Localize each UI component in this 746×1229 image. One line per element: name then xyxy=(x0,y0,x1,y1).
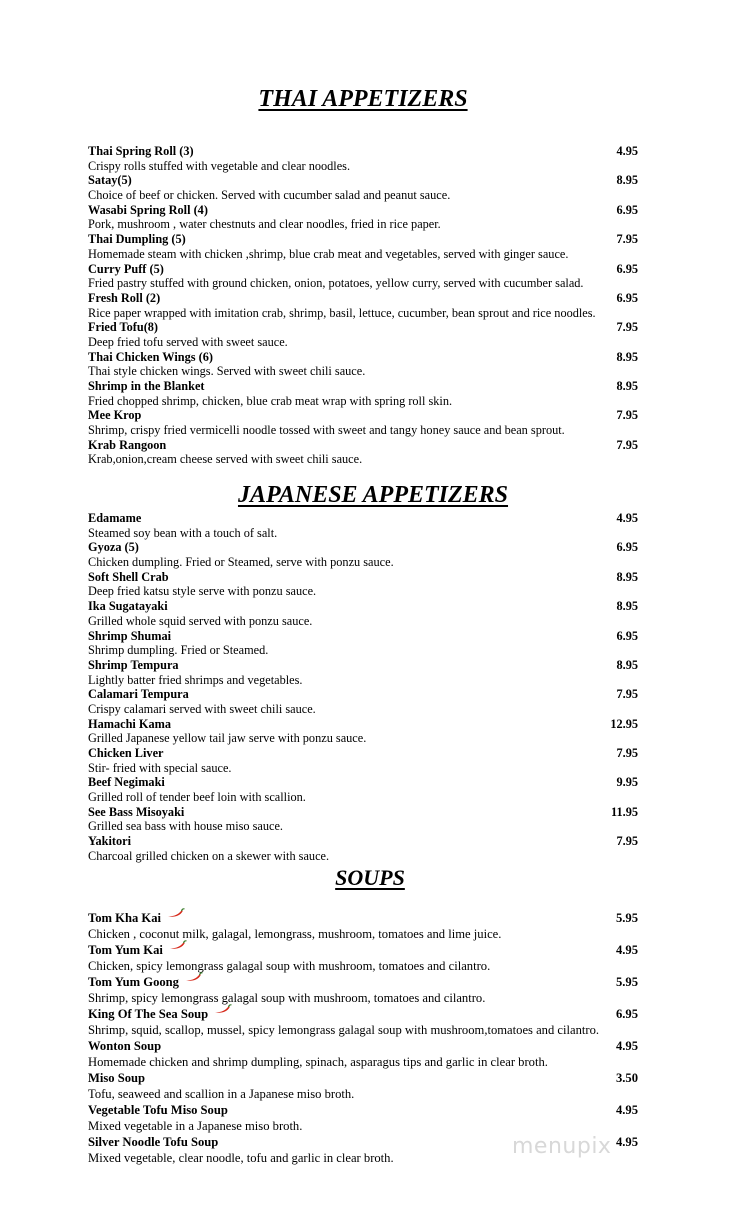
japanese-menu-item xyxy=(88,599,648,628)
item-description: Thai style chicken wings. Served with sweet chili sauce. xyxy=(88,364,366,379)
item-price: 4.95 xyxy=(616,144,638,158)
chili-pepper-icon xyxy=(167,908,185,918)
item-name-text: Curry Puff (5) xyxy=(88,261,164,276)
item-price: 8.95 xyxy=(616,349,638,364)
item-name xyxy=(88,1103,648,1119)
item-name xyxy=(88,1007,648,1023)
chili-pepper-icon xyxy=(214,1004,232,1014)
item-price: 3.50 xyxy=(615,1071,638,1085)
item-price: 8.95 xyxy=(616,569,638,584)
japanese-menu-item xyxy=(88,658,648,687)
item-name xyxy=(88,775,648,790)
item-name xyxy=(88,291,648,306)
item-description: Mixed vegetable in a Japanese miso broth. xyxy=(88,1119,303,1133)
item-name-text: Calamari Tempura xyxy=(88,687,189,702)
item-name xyxy=(88,1071,648,1087)
item-name-text: Shrimp in the Blanket xyxy=(88,379,205,393)
item-price: 5.95 xyxy=(615,911,638,925)
item-name-text: Thai Dumpling (5) xyxy=(88,232,186,247)
item-description: Charcoal grilled chicken on a skewer with sauce. xyxy=(88,848,330,863)
japanese-menu-item xyxy=(88,717,648,746)
japanese-menu-item xyxy=(88,805,648,834)
item-name-text: Shrimp Shumai xyxy=(88,628,172,643)
thai-menu-item xyxy=(88,291,648,320)
item-name-text: Mee Krop xyxy=(88,408,142,423)
item-name xyxy=(88,144,648,159)
item-name xyxy=(88,203,648,218)
item-description: Grilled Japanese yellow tail jaw serve with ponzu sauce. xyxy=(88,731,367,746)
item-name xyxy=(88,746,648,761)
item-price: 6.95 xyxy=(615,1007,638,1021)
item-name xyxy=(88,911,648,927)
item-price: 11.95 xyxy=(611,804,638,819)
item-description: Stir- fried with special sauce. xyxy=(88,760,232,775)
item-name xyxy=(88,511,648,526)
item-price: 8.95 xyxy=(616,657,638,672)
item-name-text: King Of The Sea Soup xyxy=(88,1007,209,1021)
item-description: Homemade chicken and shrimp dumpling, spinach, asparagus tips and garlic in clear broth. xyxy=(88,1055,548,1069)
item-name-text: Tom Yum Goong xyxy=(88,975,179,989)
item-description: Shrimp, spicy lemongrass galagal soup with mushroom, tomatoes and cilantro. xyxy=(88,991,486,1005)
soups-list xyxy=(88,911,648,1167)
thai-appetizers-heading: THAI APPETIZERS xyxy=(258,86,468,112)
japanese-menu-item xyxy=(88,629,648,658)
japanese-menu-item xyxy=(88,570,648,599)
menupix-watermark: menupix xyxy=(512,1134,612,1159)
item-description: Crispy rolls stuffed with vegetable and clear noodles. xyxy=(88,158,351,173)
item-name xyxy=(88,438,648,453)
item-name-text: Vegetable Tofu Miso Soup xyxy=(88,1103,228,1117)
item-description: Shrimp, squid, scallop, mussel, spicy lemongrass galagal soup with mushroom,tomatoes and cilantro. xyxy=(88,1023,600,1037)
item-name-text: Shrimp Tempura xyxy=(88,657,179,672)
item-price: 4.95 xyxy=(615,1135,638,1149)
item-price: 4.95 xyxy=(615,1103,638,1117)
item-description: Mixed vegetable, clear noodle, tofu and garlic in clear broth. xyxy=(88,1151,394,1165)
item-name xyxy=(88,687,648,702)
item-name xyxy=(88,943,648,959)
soup-menu-item xyxy=(88,1071,648,1103)
item-description: Homemade steam with chicken ,shrimp, blue crab meat and vegetables, served with ginger sauce. xyxy=(88,246,569,261)
item-price: 7.95 xyxy=(616,687,638,702)
item-name xyxy=(88,379,648,394)
item-name-text: Wasabi Spring Roll (4) xyxy=(88,202,208,217)
item-name-text: Chicken Liver xyxy=(88,746,164,760)
item-description: Chicken dumpling. Fried or Steamed, serve with ponzu sauce. xyxy=(88,555,394,570)
item-name xyxy=(88,834,648,849)
item-name-text: Fried Tofu(8) xyxy=(88,320,159,335)
item-name xyxy=(88,232,648,247)
item-name xyxy=(88,262,648,277)
item-description: Krab,onion,cream cheese served with sweet chili sauce. xyxy=(88,452,363,467)
thai-menu-item xyxy=(88,144,648,173)
thai-menu-item xyxy=(88,408,648,437)
item-name-text: Yakitori xyxy=(88,834,132,849)
soup-menu-item xyxy=(88,975,648,1007)
item-description: Shrimp dumpling. Fried or Steamed. xyxy=(88,643,269,658)
chili-pepper-icon xyxy=(169,940,187,950)
item-name xyxy=(88,805,648,820)
thai-menu-item xyxy=(88,438,648,467)
item-name xyxy=(88,350,648,365)
item-name xyxy=(88,408,648,423)
item-name-text: Tom Kha Kai xyxy=(88,911,162,925)
item-price: 7.95 xyxy=(616,437,638,452)
item-price: 6.95 xyxy=(616,540,638,555)
item-price: 4.95 xyxy=(615,943,638,957)
item-description: Fried pastry stuffed with ground chicken, onion, potatoes, yellow curry, served with cucumber salad. xyxy=(88,276,584,291)
thai-menu-item xyxy=(88,350,648,379)
item-description: Rice paper wrapped with imitation crab, shrimp, basil, lettuce, cucumber, bean sprout and rice noodles. xyxy=(88,305,596,320)
thai-menu-item xyxy=(88,173,648,202)
item-description: Chicken , coconut milk, galagal, lemongrass, mushroom, tomatoes and lime juice. xyxy=(88,927,502,941)
item-price: 7.95 xyxy=(616,834,638,849)
soup-menu-item xyxy=(88,1103,648,1135)
item-price: 6.95 xyxy=(616,202,638,217)
thai-menu-item xyxy=(88,232,648,261)
chili-pepper-icon xyxy=(185,972,203,982)
japanese-appetizers-heading: JAPANESE APPETIZERS xyxy=(237,482,509,508)
japanese-menu-item xyxy=(88,687,648,716)
item-name xyxy=(88,320,648,335)
soup-menu-item xyxy=(88,943,648,975)
item-name-text: Thai Spring Roll (3) xyxy=(88,144,194,158)
item-name-text: Miso Soup xyxy=(88,1071,146,1085)
item-name xyxy=(88,540,648,555)
item-price: 7.95 xyxy=(616,746,638,760)
item-name-text: Soft Shell Crab xyxy=(88,569,169,584)
item-description: Choice of beef or chicken. Served with cucumber salad and peanut sauce. xyxy=(88,188,451,203)
soup-menu-item xyxy=(88,1039,648,1071)
item-name-text: Fresh Roll (2) xyxy=(88,290,161,305)
item-name xyxy=(88,173,648,188)
item-name-text: Gyoza (5) xyxy=(88,540,139,555)
japanese-menu-item xyxy=(88,775,648,804)
item-name-text: Ika Sugatayaki xyxy=(88,599,168,614)
japanese-menu-item xyxy=(88,511,648,540)
item-price: 6.95 xyxy=(616,261,638,276)
item-price: 7.95 xyxy=(616,408,638,423)
item-name xyxy=(88,599,648,614)
item-name xyxy=(88,1039,648,1055)
item-price: 5.95 xyxy=(615,975,638,989)
item-name xyxy=(88,570,648,585)
item-description: Tofu, seaweed and scallion in a Japanese miso broth. xyxy=(88,1087,355,1101)
japanese-menu-item xyxy=(88,540,648,569)
item-description: Deep fried tofu served with sweet sauce. xyxy=(88,334,288,349)
soup-menu-item xyxy=(88,911,648,943)
item-price: 8.95 xyxy=(616,599,638,614)
item-name-text: See Bass Misoyaki xyxy=(88,804,185,819)
item-name xyxy=(88,975,648,991)
item-description: Shrimp, crispy fried vermicelli noodle tossed with sweet and tangy honey sauce and bean sprout. xyxy=(88,423,565,438)
item-description: Grilled sea bass with house miso sauce. xyxy=(88,819,284,834)
soup-menu-item xyxy=(88,1007,648,1039)
thai-menu-item xyxy=(88,320,648,349)
item-price: 6.95 xyxy=(616,628,638,643)
item-name xyxy=(88,658,648,673)
item-description: Chicken, spicy lemongrass galagal soup with mushroom, tomatoes and cilantro. xyxy=(88,959,491,973)
thai-menu-item xyxy=(88,379,648,408)
item-name-text: Silver Noodle Tofu Soup xyxy=(88,1135,219,1149)
item-description: Lightly batter fried shrimps and vegetables. xyxy=(88,672,303,687)
item-name-text: Edamame xyxy=(88,511,142,525)
item-description: Fried chopped shrimp, chicken, blue crab meat wrap with spring roll skin. xyxy=(88,393,453,408)
item-price: 8.95 xyxy=(616,379,638,393)
item-price: 12.95 xyxy=(610,716,638,731)
item-description: Steamed soy bean with a touch of salt. xyxy=(88,525,278,540)
item-name-text: Krab Rangoon xyxy=(88,437,167,452)
item-name-text: Satay(5) xyxy=(88,173,132,188)
japanese-menu-item xyxy=(88,746,648,775)
item-description: Pork, mushroom , water chestnuts and clear noodles, fried in rice paper. xyxy=(88,217,441,232)
item-name xyxy=(88,717,648,732)
thai-menu-item xyxy=(88,203,648,232)
item-name-text: Wonton Soup xyxy=(88,1039,162,1053)
item-price: 9.95 xyxy=(616,775,638,790)
item-description: Crispy calamari served with sweet chili sauce. xyxy=(88,701,316,716)
item-description: Grilled roll of tender beef loin with scallion. xyxy=(88,790,306,805)
item-price: 7.95 xyxy=(616,232,638,247)
item-description: Deep fried katsu style serve with ponzu sauce. xyxy=(88,584,317,599)
japanese-appetizers-list xyxy=(88,511,648,864)
item-name-text: Tom Yum Kai xyxy=(88,943,163,957)
item-name-text: Beef Negimaki xyxy=(88,775,165,790)
item-name-text: Hamachi Kama xyxy=(88,716,171,731)
item-price: 8.95 xyxy=(616,173,638,188)
item-name-text: Thai Chicken Wings (6) xyxy=(88,349,213,364)
item-price: 4.95 xyxy=(615,1039,638,1053)
soups-heading: SOUPS xyxy=(335,865,405,890)
item-price: 7.95 xyxy=(616,320,638,335)
item-price: 4.95 xyxy=(616,511,638,525)
thai-menu-item xyxy=(88,262,648,291)
item-description: Grilled whole squid served with ponzu sauce. xyxy=(88,613,313,628)
item-name xyxy=(88,629,648,644)
item-price: 6.95 xyxy=(616,290,638,305)
japanese-menu-item xyxy=(88,834,648,863)
thai-appetizers-list xyxy=(88,144,648,467)
